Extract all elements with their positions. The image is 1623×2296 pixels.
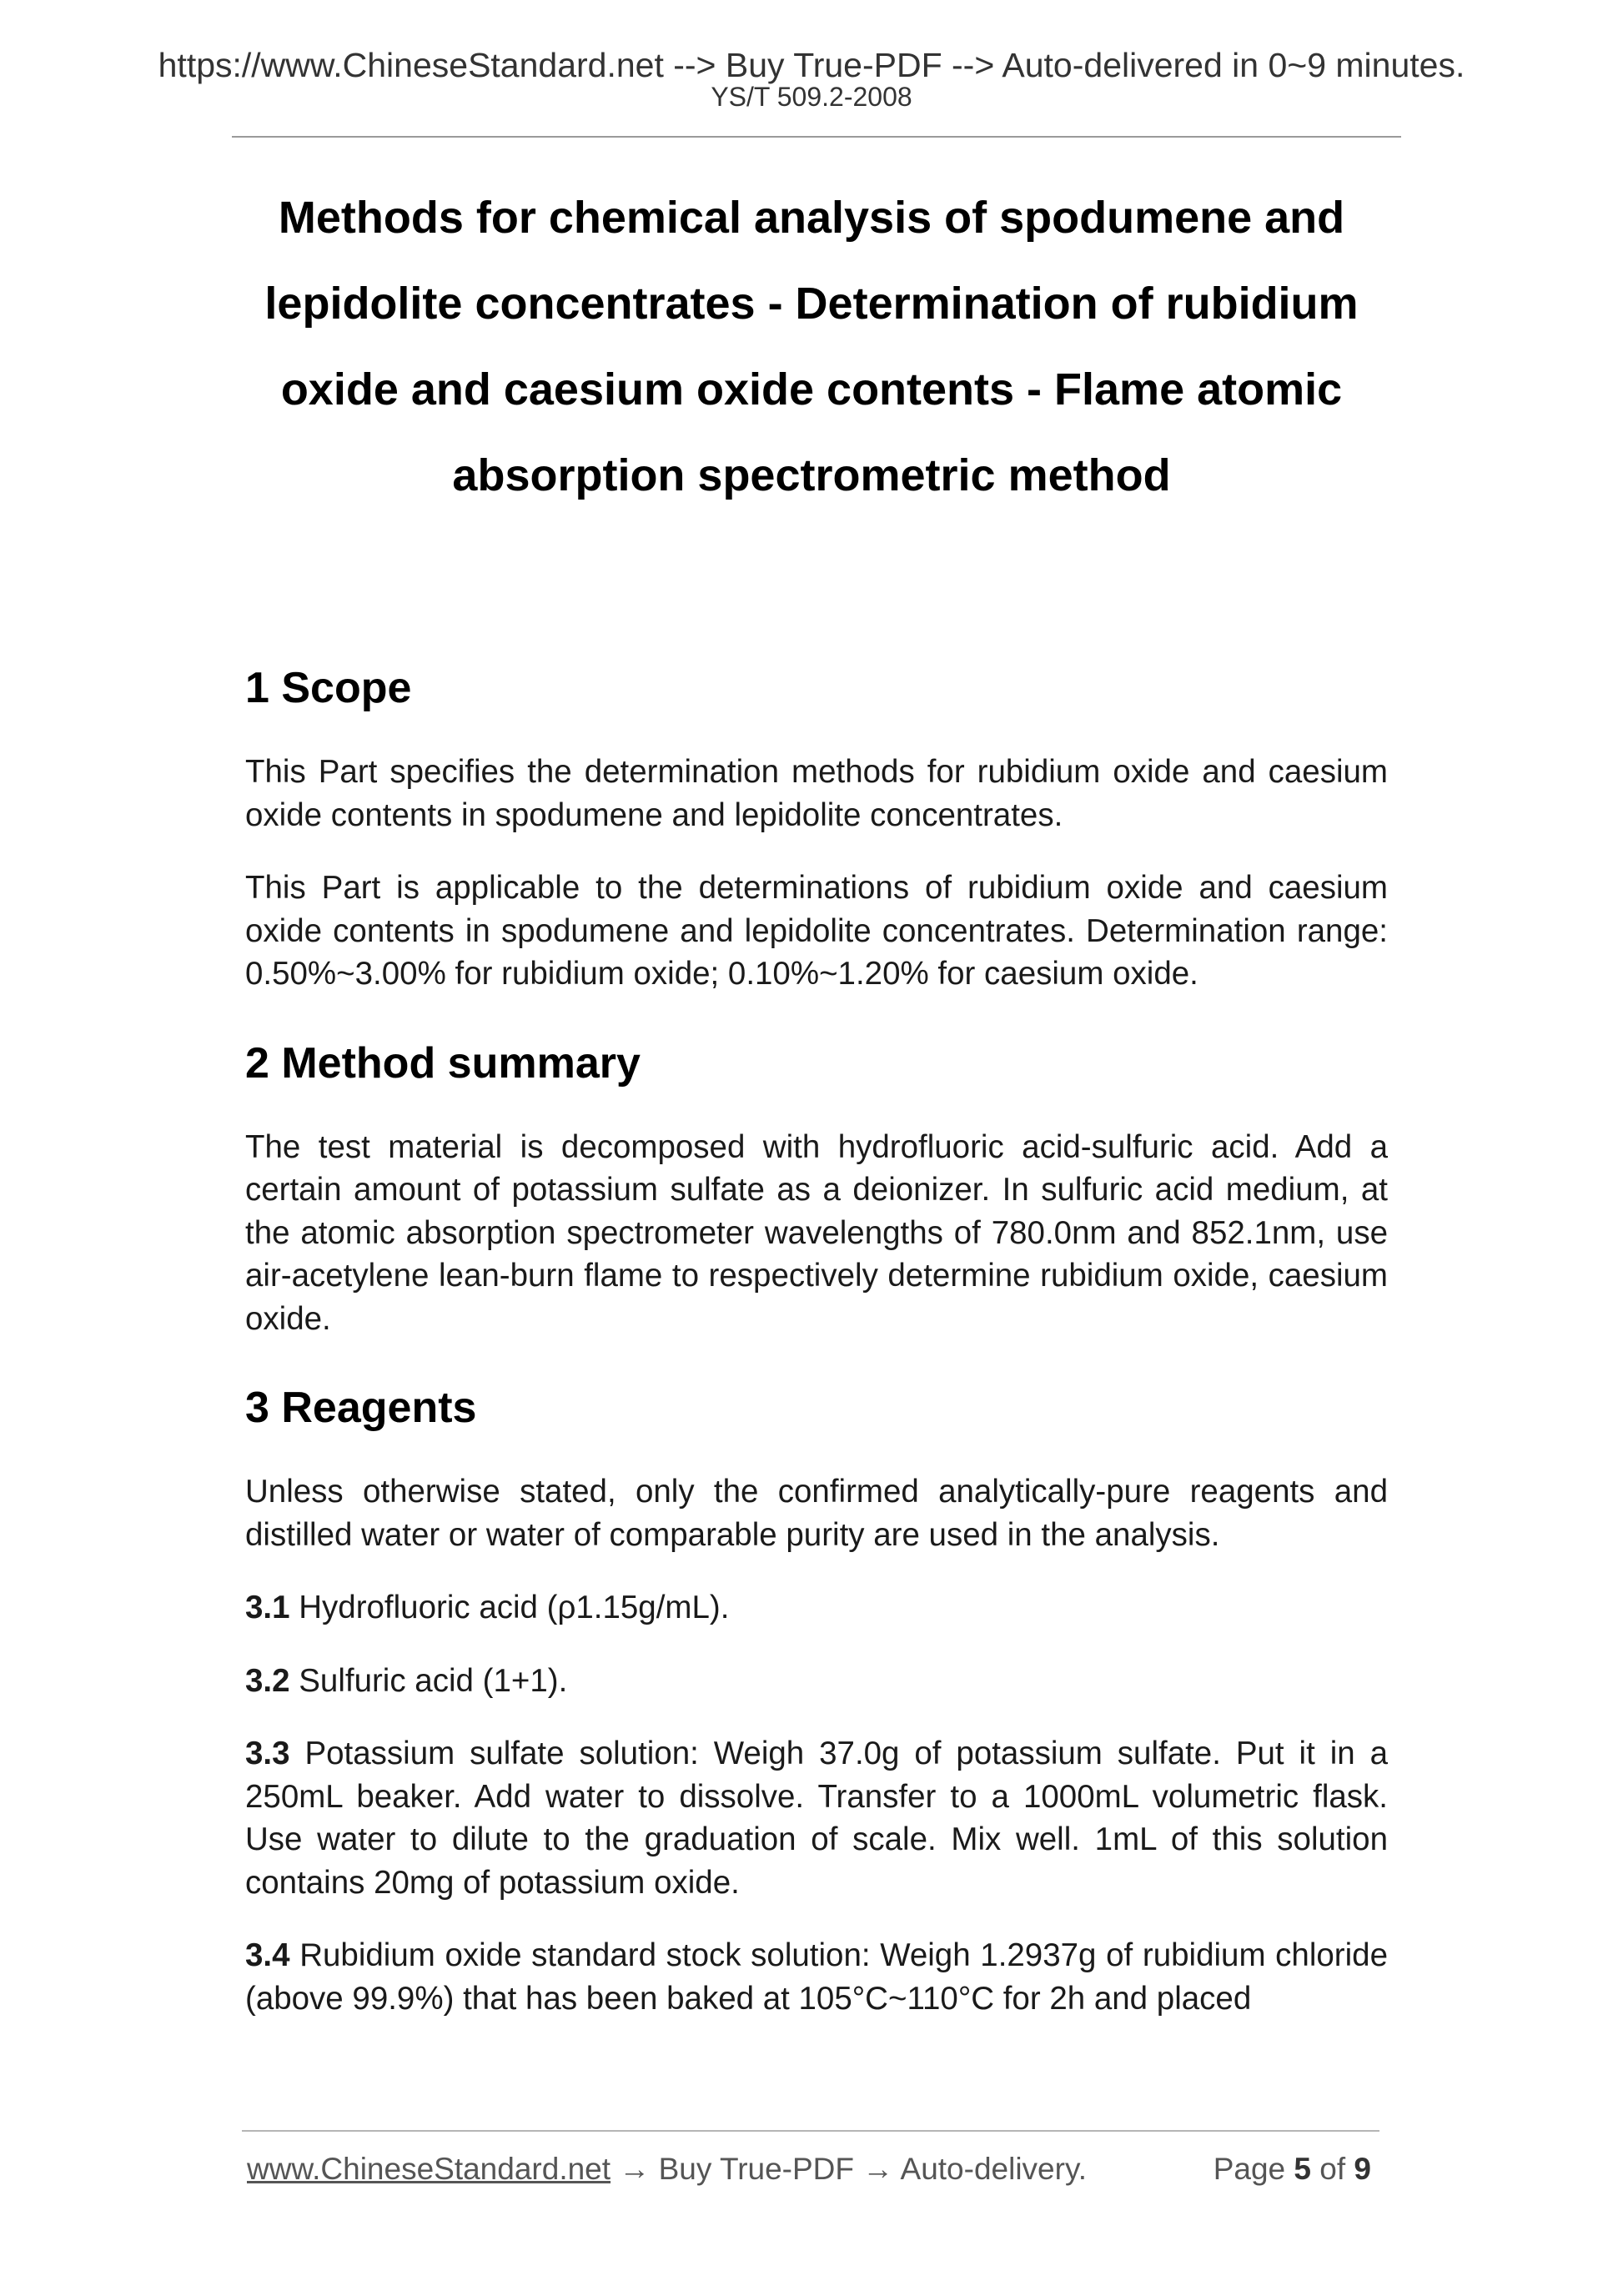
method-summary-paragraph: The test material is decomposed with hydrofluoric acid-sulfuric acid. Add a certain amount of potassium sulfate as a deionizer. In sulfuric acid medium, at the atomic absorption spectrometer wavelengths of 780.0nm and 852.1nm, use air-acetylene lean-burn flame to respectively determine rubidium oxide, caesium oxide. xyxy=(245,1128,1388,1337)
reagent-text: Potassium sulfate solution: Weigh 37.0g of potassium sulfate. Put it in a 250mL beaker. Add water to dissolve. Transfer to a 1000mL volumetric flask. Use water to dilute to the graduation of scale. Mix well. 1mL of this solution contains 20mg of potassium oxide. xyxy=(245,1736,1388,1901)
reagent-text: Hydrofluoric acid (ρ1.15g/mL). xyxy=(299,1590,730,1625)
footer-divider xyxy=(242,2130,1379,2132)
reagent-text: Sulfuric acid (1+1). xyxy=(299,1662,568,1699)
reagent-number: 3.1 xyxy=(245,1590,290,1625)
footer-site-link[interactable]: www.ChineseStandard.net xyxy=(247,2152,611,2186)
source-banner: https://www.ChineseStandard.net --> Buy True-PDF --> Auto-delivered in 0~9 minutes. xyxy=(158,46,1465,84)
footer-tagline: → Buy True-PDF → Auto-delivery. xyxy=(611,2152,1087,2186)
page-total: 9 xyxy=(1354,2152,1371,2186)
page-of-label: of xyxy=(1319,2152,1346,2186)
reagent-text: Rubidium oxide standard stock solution: Weigh 1.2937g of rubidium chloride (above 99.9%) that has been baked at 105°C~110°C for 2h and placed xyxy=(245,1937,1388,2017)
document-body xyxy=(245,651,1388,2020)
reagent-item xyxy=(245,1586,1388,1630)
page-label: Page xyxy=(1213,2152,1286,2186)
scope-paragraph-2: This Part is applicable to the determinations of rubidium oxide and caesium oxide contents in spodumene and lepidolite concentrates. Determination range: 0.50%~3.00% for rubidium oxide; 0.10%~1.20% for caesium oxide. xyxy=(245,870,1388,992)
reagent-number: 3.3 xyxy=(245,1736,290,1771)
page-indicator xyxy=(1213,2148,1371,2190)
title-line-2: lepidolite concentrates - Determination of rubidium xyxy=(264,279,1359,329)
page-footer xyxy=(247,2148,1381,2190)
section-heading-scope: 1 Scope xyxy=(245,664,412,712)
section-heading-reagents: 3 Reagents xyxy=(245,1384,477,1432)
title-line-4: absorption spectrometric method xyxy=(452,450,1171,500)
title-line-3: oxide and caesium oxide contents - Flame atomic xyxy=(280,364,1343,414)
page-number: 5 xyxy=(1294,2152,1311,2186)
reagent-item xyxy=(245,1660,1388,1703)
reagent-item xyxy=(245,1934,1388,2020)
scope-paragraph-1: This Part specifies the determination methods for rubidium oxide and caesium oxide contents in spodumene and lepidolite concentrates. xyxy=(245,754,1388,833)
document-id: YS/T 509.2-2008 xyxy=(711,82,912,112)
section-heading-method-summary: 2 Method summary xyxy=(245,1038,641,1088)
title-line-1: Methods for chemical analysis of spodumene and xyxy=(278,193,1345,243)
header-divider xyxy=(232,136,1401,138)
reagent-number: 3.2 xyxy=(245,1662,290,1699)
reagent-number: 3.4 xyxy=(245,1937,290,1973)
reagents-intro-paragraph: Unless otherwise stated, only the confirmed analytically-pure reagents and distilled water or water of comparable purity are used in the analysis. xyxy=(245,1474,1388,1553)
document-title xyxy=(200,175,1423,519)
reagent-item xyxy=(245,1732,1388,1904)
